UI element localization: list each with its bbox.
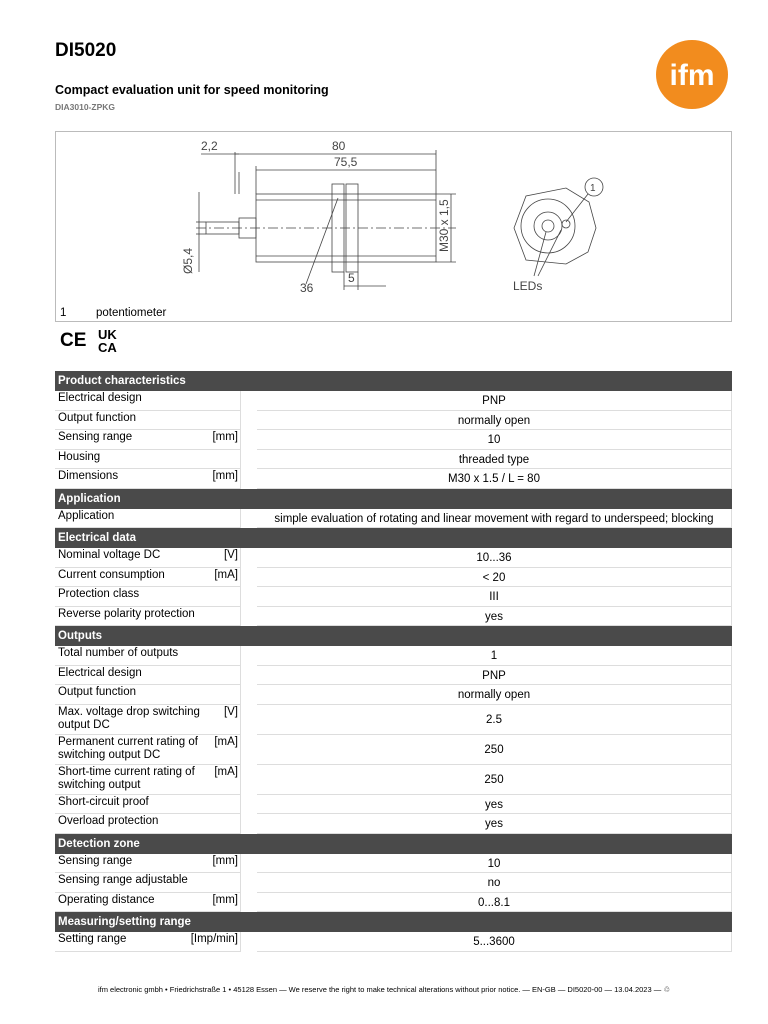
recycle-icon: ♲ (663, 985, 671, 994)
spec-label: Housing (58, 450, 101, 463)
spec-label: Permanent current rating of switching output DC (58, 735, 198, 761)
spec-row (55, 873, 732, 893)
spec-row (55, 814, 732, 834)
page-footer (0, 985, 768, 994)
drawing-legend (60, 307, 166, 319)
spec-value: M30 x 1.5 / L = 80 (257, 469, 732, 489)
section-header: Outputs (55, 626, 732, 646)
ifm-logo (655, 39, 729, 110)
spec-row (55, 932, 732, 952)
spec-label-cell (55, 391, 241, 411)
spec-unit: [V] (223, 705, 238, 718)
spec-label-cell (55, 411, 241, 431)
spec-row (55, 893, 732, 913)
spec-label-cell (55, 873, 241, 893)
dim-2-2: 2,2 (201, 139, 218, 153)
logo-text: ifm (669, 59, 715, 92)
legend-number: 1 (60, 307, 67, 319)
spec-label-cell (55, 854, 241, 874)
dim-5: 5 (348, 271, 355, 285)
spec-value: normally open (257, 685, 732, 705)
spec-label-cell (55, 450, 241, 470)
spec-label: Total number of outputs (58, 647, 179, 659)
spec-label-cell (55, 587, 241, 607)
spec-value: PNP (257, 391, 732, 411)
spec-label: Protection class (58, 588, 140, 600)
spec-label-cell (55, 932, 241, 952)
spec-label: Output function (58, 411, 136, 424)
spec-value: PNP (257, 666, 732, 686)
certification-marks (60, 326, 130, 354)
spec-label-cell (55, 607, 241, 627)
spec-label-cell (55, 705, 241, 735)
spec-row (55, 705, 732, 735)
spec-value: 2.5 (257, 705, 732, 735)
dim-thread: M30 x 1,5 (437, 199, 451, 252)
spec-value: yes (257, 814, 732, 834)
product-subtitle: Compact evaluation unit for speed monitoring (55, 83, 329, 97)
spec-label-cell (55, 765, 241, 795)
spec-unit (238, 814, 240, 833)
spec-label: Overload protection (58, 815, 159, 827)
spec-label-cell (55, 685, 241, 705)
spec-value: 250 (257, 735, 732, 765)
spec-value: yes (257, 607, 732, 627)
spec-unit (238, 587, 240, 606)
article-code: DIA3010-ZPKG (55, 102, 115, 112)
spec-value: < 20 (257, 568, 732, 588)
spec-unit: [mA] (214, 568, 238, 581)
spec-row (55, 854, 732, 874)
spec-unit: [mm] (212, 431, 238, 443)
spec-value: threaded type (257, 450, 732, 470)
spec-unit: [mm] (212, 893, 238, 906)
ce-mark: CE (60, 330, 87, 351)
callout-1: 1 (590, 183, 596, 194)
spec-row (55, 795, 732, 815)
spec-label: Reverse polarity protection (58, 607, 195, 620)
spec-label: Current consumption (58, 568, 165, 581)
spec-value: 1 (257, 646, 732, 666)
spec-value: yes (257, 795, 732, 815)
spec-unit (238, 666, 240, 685)
spec-label: Short-circuit proof (58, 795, 149, 808)
spec-label: Setting range (58, 933, 127, 945)
spec-row (55, 735, 732, 765)
spec-value: 10 (257, 430, 732, 450)
spec-unit (238, 391, 240, 410)
spec-unit (238, 450, 240, 469)
spec-label-cell (55, 735, 241, 765)
section-header: Application (55, 489, 732, 509)
section-header: Product characteristics (55, 371, 732, 391)
spec-label: Sensing range (58, 854, 133, 867)
spec-row (55, 568, 732, 588)
spec-row (55, 430, 732, 450)
dim-leds: LEDs (513, 279, 543, 293)
spec-label-cell (55, 646, 241, 666)
spec-label-cell (55, 469, 241, 489)
spec-unit (238, 509, 240, 528)
ukca-mark-bottom: CA (98, 340, 117, 354)
spec-row (55, 587, 732, 607)
spec-unit: [mA] (214, 765, 238, 778)
spec-unit: [mm] (212, 854, 238, 867)
spec-label-cell (55, 666, 241, 686)
spec-value: 10...36 (257, 548, 732, 568)
spec-unit (238, 607, 240, 626)
spec-unit (238, 795, 240, 814)
spec-label: Short-time current rating of switching output (58, 765, 195, 791)
spec-unit (238, 685, 240, 704)
spec-label: Application (58, 509, 115, 522)
spec-row (55, 666, 732, 686)
spec-unit: [mA] (214, 735, 238, 748)
ukca-mark-top: UK (98, 327, 117, 342)
spec-label-cell (55, 568, 241, 588)
spec-row (55, 450, 732, 470)
spec-label: Electrical design (58, 392, 142, 404)
spec-label: Sensing range (58, 431, 133, 443)
section-header: Measuring/setting range (55, 912, 732, 932)
spec-value: 5...3600 (257, 932, 732, 952)
spec-label-cell (55, 548, 241, 568)
spec-label-cell (55, 795, 241, 815)
legend-text: potentiometer (96, 307, 167, 319)
dimension-drawing (55, 131, 732, 322)
spec-row (55, 646, 732, 666)
dim-80: 80 (332, 139, 346, 153)
spec-row (55, 765, 732, 795)
spec-value: normally open (257, 411, 732, 431)
spec-label: Sensing range adjustable (58, 874, 188, 886)
spec-label: Output function (58, 686, 136, 698)
spec-row (55, 469, 732, 489)
spec-value: 0...8.1 (257, 893, 732, 913)
dim-75-5: 75,5 (334, 155, 358, 169)
spec-unit (238, 411, 240, 430)
dim-diameter: Ø5,4 (181, 247, 195, 274)
spec-value: 10 (257, 854, 732, 874)
spec-row (55, 685, 732, 705)
spec-row (55, 548, 732, 568)
spec-unit (238, 646, 240, 665)
spec-label-cell (55, 893, 241, 913)
spec-unit: [V] (223, 549, 238, 561)
spec-label-cell (55, 430, 241, 450)
dim-wrench: 36 (300, 281, 314, 295)
spec-row (55, 391, 732, 411)
footer-text: ifm electronic gmbh • Friedrichstraße 1 • 45128 Essen — We reserve the right to make technical alterations without prior notice. — EN-GB — DI5020-00 — 13.04.2023 — (97, 985, 662, 994)
spec-row (55, 411, 732, 431)
spec-unit: [Imp/min] (190, 933, 238, 945)
spec-table (55, 371, 732, 952)
spec-value: III (257, 587, 732, 607)
spec-label-cell (55, 509, 241, 529)
spec-value: 250 (257, 765, 732, 795)
spec-label: Nominal voltage DC (58, 549, 161, 561)
spec-row (55, 607, 732, 627)
section-header: Detection zone (55, 834, 732, 854)
spec-label: Electrical design (58, 666, 142, 679)
spec-value: no (257, 873, 732, 893)
spec-unit: [mm] (212, 470, 238, 482)
spec-label: Dimensions (58, 470, 119, 482)
section-header: Electrical data (55, 528, 732, 548)
spec-label: Max. voltage drop switching output DC (58, 705, 200, 731)
spec-row (55, 509, 732, 529)
spec-value: simple evaluation of rotating and linear movement with regard to underspeed; blocking (257, 509, 732, 529)
spec-unit (238, 873, 240, 892)
page-title: DI5020 (55, 40, 117, 61)
spec-label: Operating distance (58, 893, 155, 906)
spec-label-cell (55, 814, 241, 834)
dimension-drawing-svg (56, 132, 733, 302)
